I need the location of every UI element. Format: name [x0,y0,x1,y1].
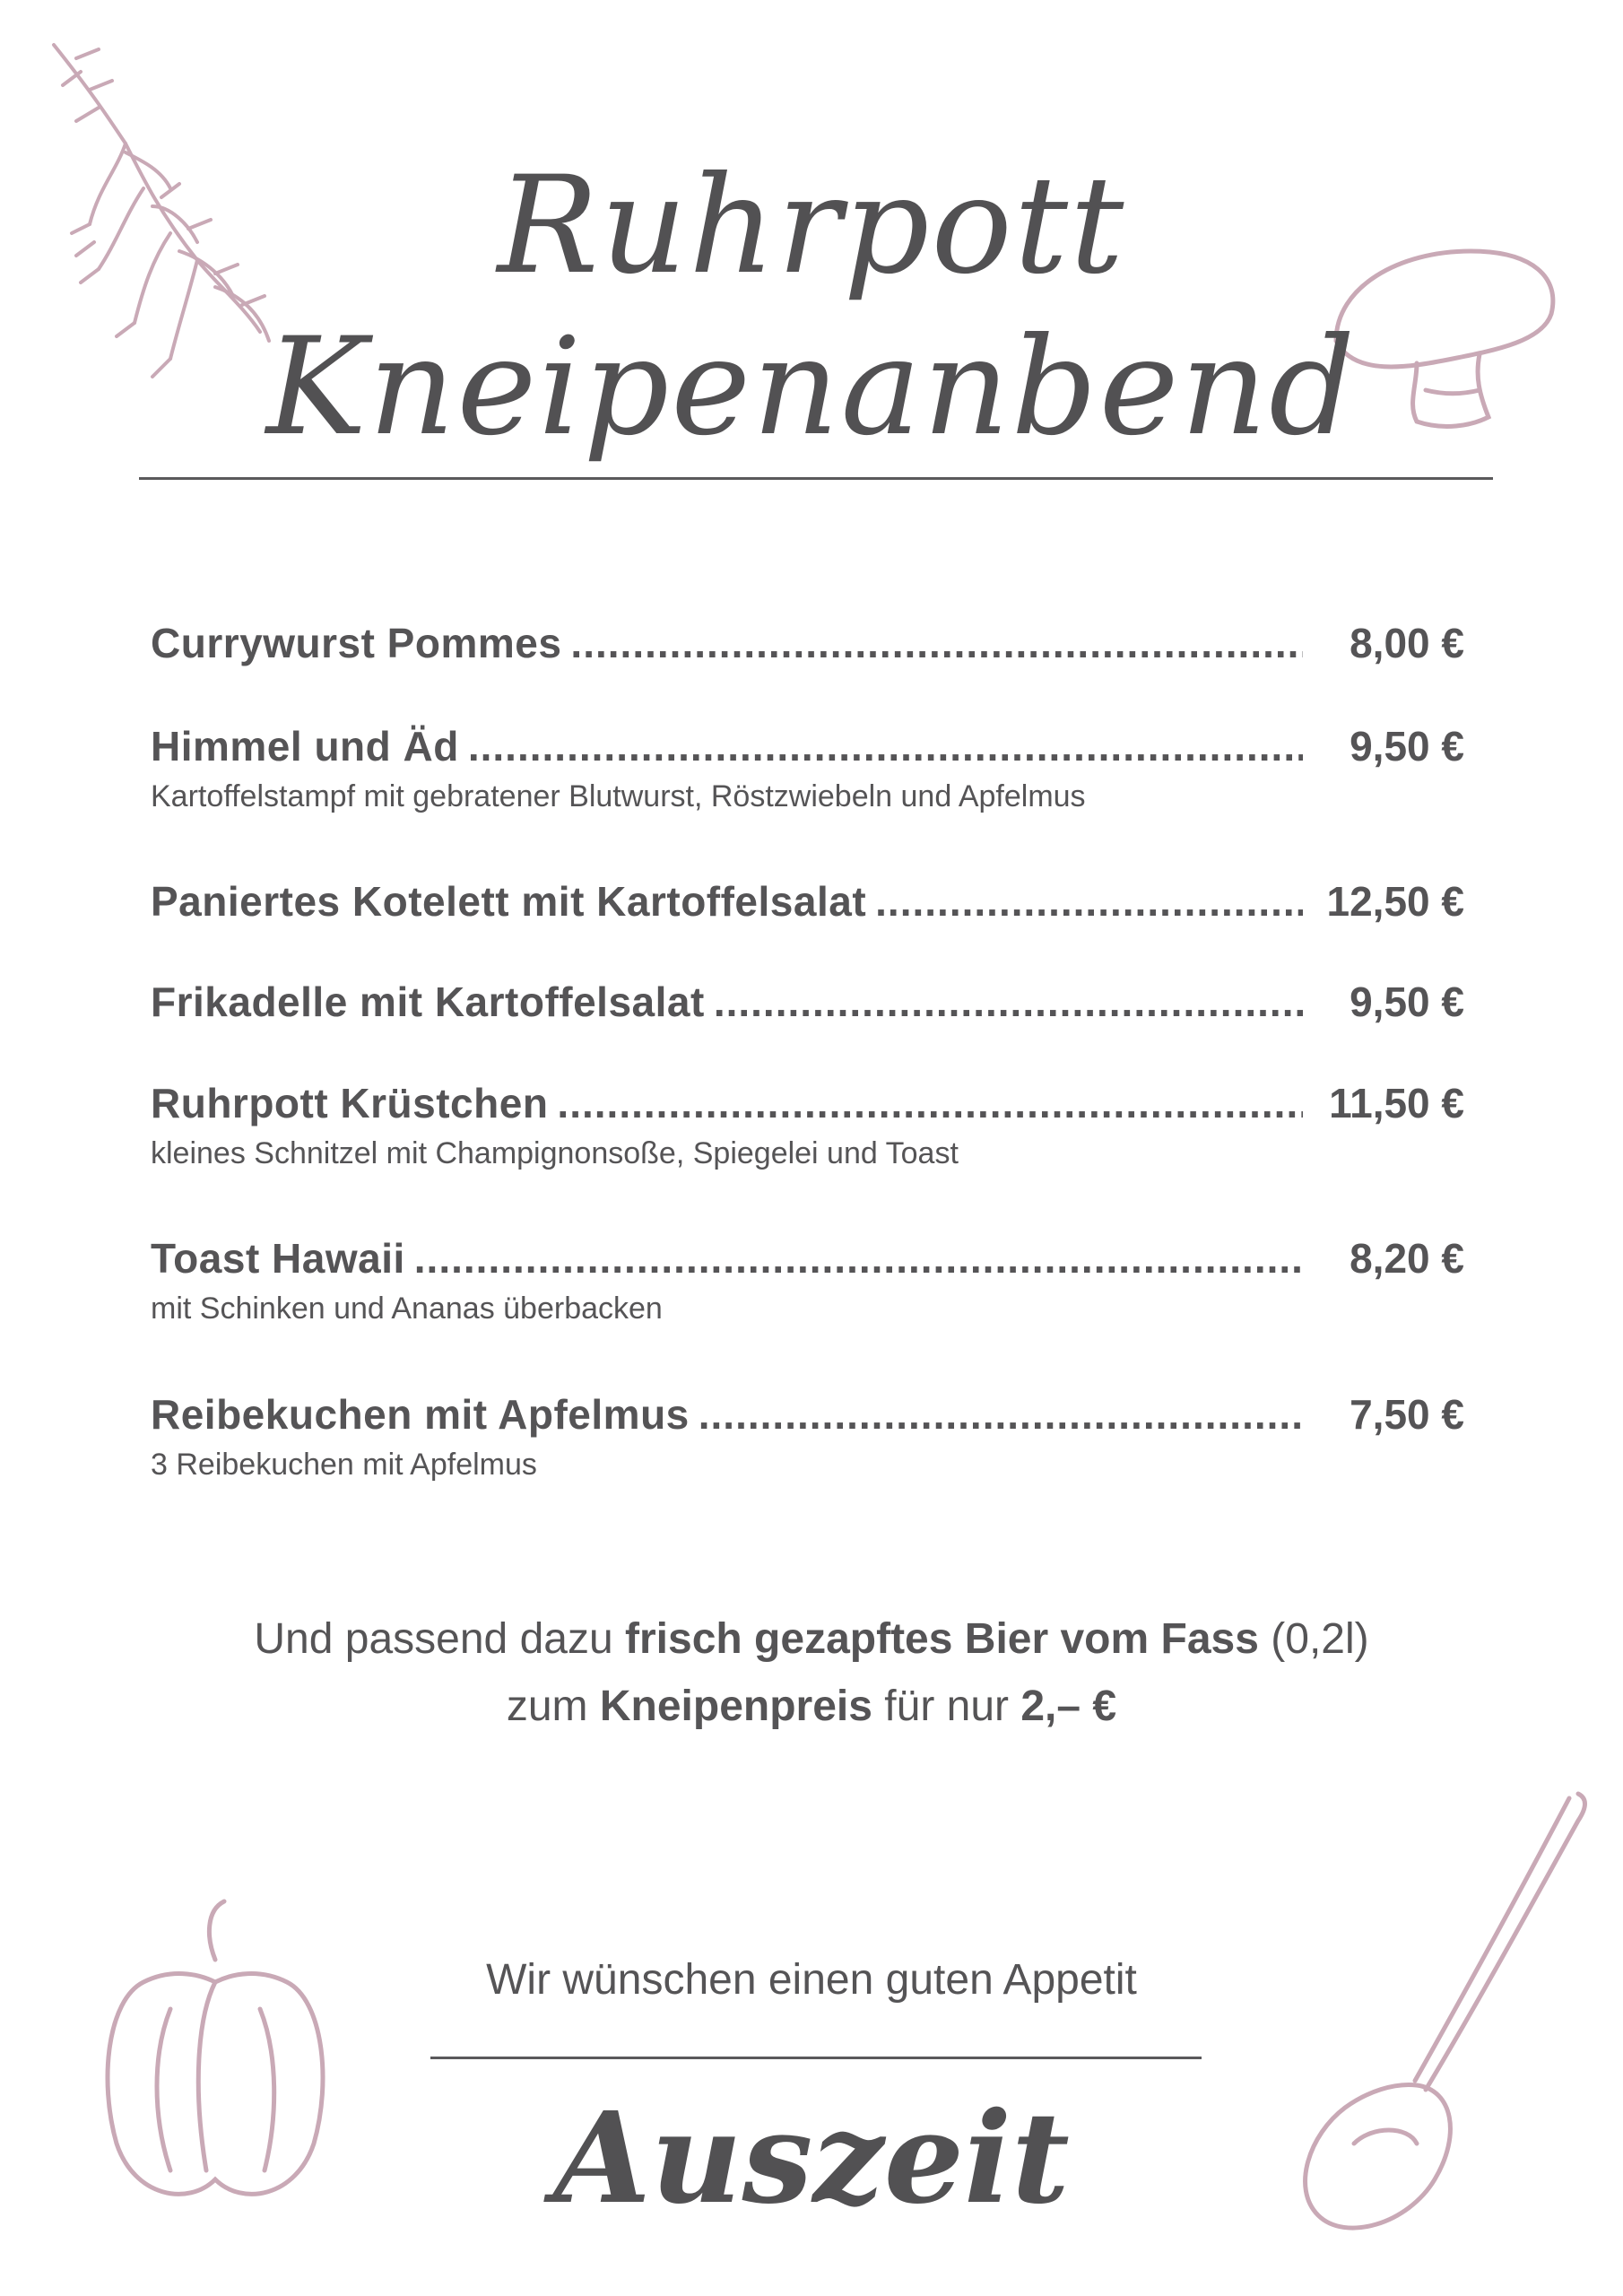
menu-title-line1: Ruhrpott [497,148,1126,304]
item-name: Toast Hawaii [151,1235,405,1282]
item-name: Himmel und Äd [151,723,459,770]
brand-signature: Auszeit [553,2085,1070,2232]
item-description: kleines Schnitzel mit Champignonsoße, Spiegelei und Toast [151,1136,959,1170]
item-price: 8,00 € [1350,620,1464,666]
menu-item-kotelett [151,877,1464,931]
leader-dots [875,877,1303,926]
leader-dots [557,1079,1303,1127]
item-price: 7,50 € [1350,1391,1464,1438]
item-name: Frikadelle mit Kartoffelsalat [151,978,705,1025]
leader-dots [714,978,1303,1026]
item-name: Reibekuchen mit Apfelmus [151,1391,690,1438]
closing-divider [430,2057,1202,2059]
item-description: 3 Reibekuchen mit Apfelmus [151,1448,537,1482]
title-divider [139,477,1493,480]
beer-offer-line2: zum Kneipenpreis für nur 2,– € [506,1683,1117,1730]
item-description: Kartoffelstampf mit gebratener Blutwurst, Röstzwiebeln und Apfelmus [151,779,1086,813]
beer-offer-line1: Und passend dazu frisch gezapftes Bier vom Fass (0,2l) [254,1615,1369,1663]
item-price: 8,20 € [1350,1235,1464,1282]
menu-item-toast-hawaii [151,1234,1464,1326]
item-price: 9,50 € [1350,723,1464,770]
menu-item-reibekuchen [151,1390,1464,1483]
item-name: Ruhrpott Krüstchen [151,1080,549,1126]
menu-item-kruestchen [151,1079,1464,1171]
item-price: 9,50 € [1350,978,1464,1025]
item-price: 11,50 € [1329,1080,1464,1126]
menu-title-line2: Kneipenanbend [265,309,1358,465]
menu-item-frikadelle [151,978,1464,1031]
menu-item-himmel-und-aed [151,722,1464,814]
leader-dots [570,619,1303,667]
item-price: 12,50 € [1326,878,1464,925]
leader-dots [414,1234,1303,1283]
item-description: mit Schinken und Ananas überbacken [151,1292,663,1326]
menu-item-currywurst [151,619,1464,673]
item-name: Currywurst Pommes [151,620,562,666]
item-name: Paniertes Kotelett mit Kartoffelsalat [151,878,867,925]
leader-dots [468,722,1303,770]
leader-dots [699,1390,1303,1439]
closing-wish: Wir wünschen einen guten Appetit [486,1956,1137,2004]
